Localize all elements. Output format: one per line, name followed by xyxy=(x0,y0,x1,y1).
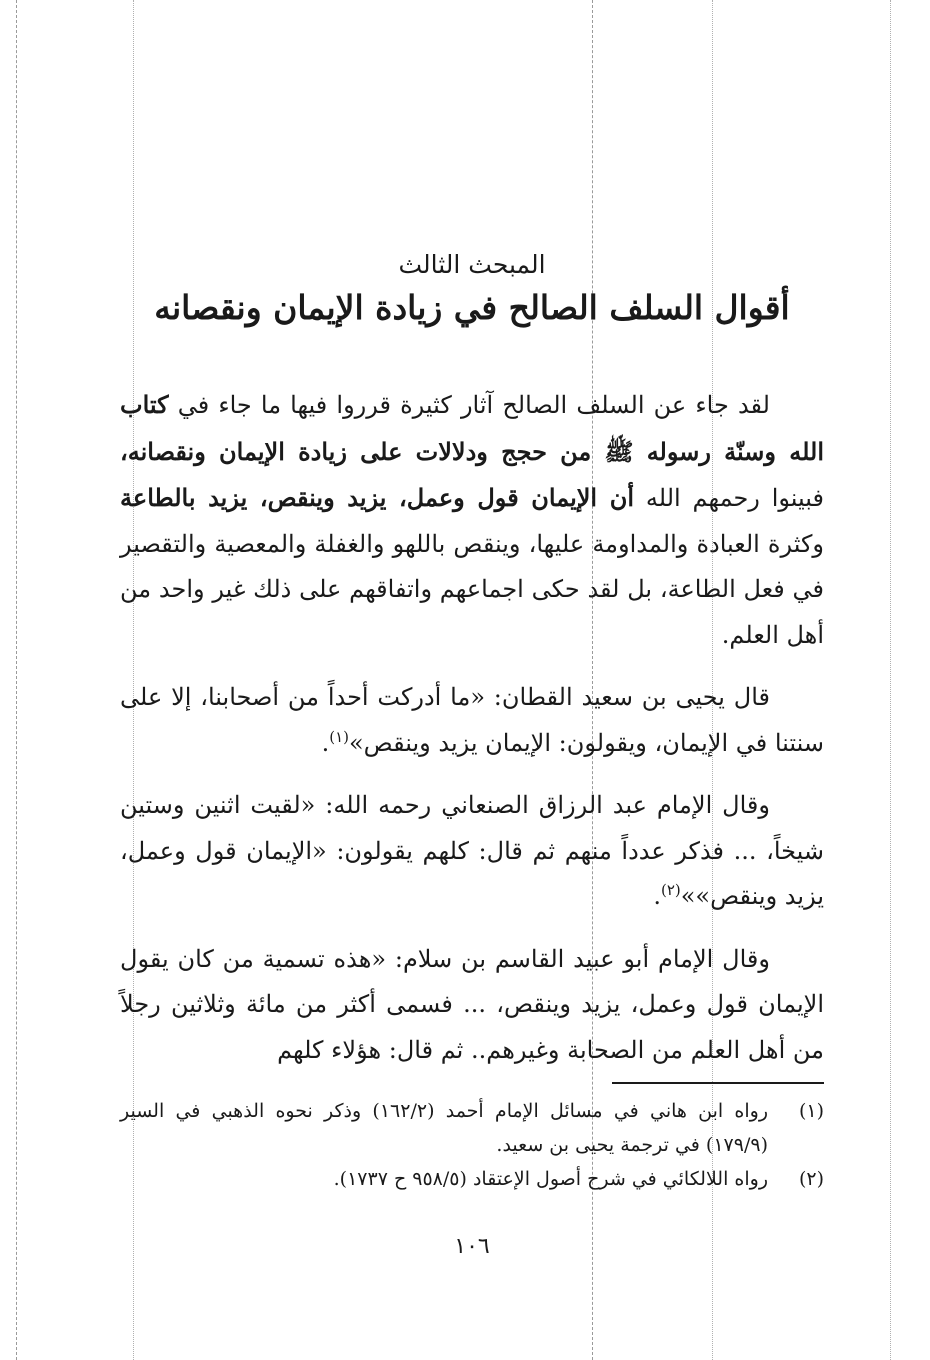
footnote-divider xyxy=(612,1082,824,1084)
footnotes xyxy=(120,1094,824,1196)
footnote-item xyxy=(120,1094,824,1162)
paragraph-abu-ubaid-quote xyxy=(120,937,824,1074)
page-number: ١٠٦ xyxy=(454,1234,490,1259)
footnote-text: رواه اللالكائي في شرح أصول الإعتقاد (٩٥٨/٥ ح ١٧٣٧). xyxy=(333,1168,768,1190)
paragraph-qattan-quote xyxy=(120,675,824,766)
bold-text-run: أن الإيمان قول وعمل، يزيد وينقص، يزيد بالطاعة xyxy=(120,483,634,512)
text-run: وكثرة العبادة والمداومة عليها، وينقص باللهو والغفلة والمعصية والتقصير في فعل الطاعة، بل لقد حكى اجماعهم واتفاقهم على ذلك غير واحد من أهل العلم. xyxy=(120,529,824,649)
text-run: . xyxy=(321,728,330,757)
text-run: قال يحيى بن سعيد القطان: «ما أدركت أحداً من أصحابنا، إلا على سنتنا في الإيمان، ويقولون: الإيمان يزيد وينقص» xyxy=(120,683,824,757)
text-run: . xyxy=(653,882,661,910)
book-page xyxy=(120,0,824,1360)
body-text xyxy=(120,382,824,1090)
text-run: لقد جاء عن السلف الصالح آثار كثيرة قرروا فيها ما جاء في xyxy=(177,391,770,419)
text-run: وقال الإمام أبو عبيد القاسم بن سلام: «هذه تسمية من كان يقول الإيمان قول وعمل، يزيد وينقص، ... فسمى أكثر من مائة وثلاثين رجلاً من أهل العلم من الصحابة وغيرهم.. ثم قال: هؤلاء كلهم xyxy=(120,944,825,1064)
section-number: المبحث الثالث xyxy=(398,250,546,279)
footnote-ref[interactable]: (٢) xyxy=(660,881,681,899)
text-run: فبينوا رحمهم الله xyxy=(645,484,824,512)
scan-fold-line xyxy=(16,0,17,1360)
text-run: وقال الإمام عبد الرزاق الصنعاني رحمه الله: «لقيت اثنين وستين شيخاً، ... فذكر عدداً منهم ثم قال: كلهم يقولون: «الإيمان قول وعمل، يزيد وينقص»» xyxy=(120,791,825,910)
scan-fold-line xyxy=(890,0,891,1360)
footnote-number: (٢) xyxy=(798,1168,824,1190)
paragraph-intro xyxy=(120,382,824,658)
footnote-item xyxy=(120,1162,824,1196)
footnote-ref[interactable]: (١) xyxy=(329,727,349,746)
footnote-number: (١) xyxy=(798,1100,824,1122)
paragraph-sanani-quote xyxy=(120,783,824,920)
footnote-text: رواه ابن هاني في مسائل الإمام أحمد (١٦٢/٢) وذكر نحوه الذهبي في السير (١٧٩/٩) في ترجمة يحيى بن سعيد. xyxy=(120,1100,768,1156)
section-title: أقوال السلف الصالح في زيادة الإيمان ونقصانه xyxy=(154,288,790,327)
bold-text-run: كتاب الله وسنّة رسوله ﷺ من حجج ودلالات على زيادة الإيمان ونقصانه، xyxy=(120,390,824,466)
